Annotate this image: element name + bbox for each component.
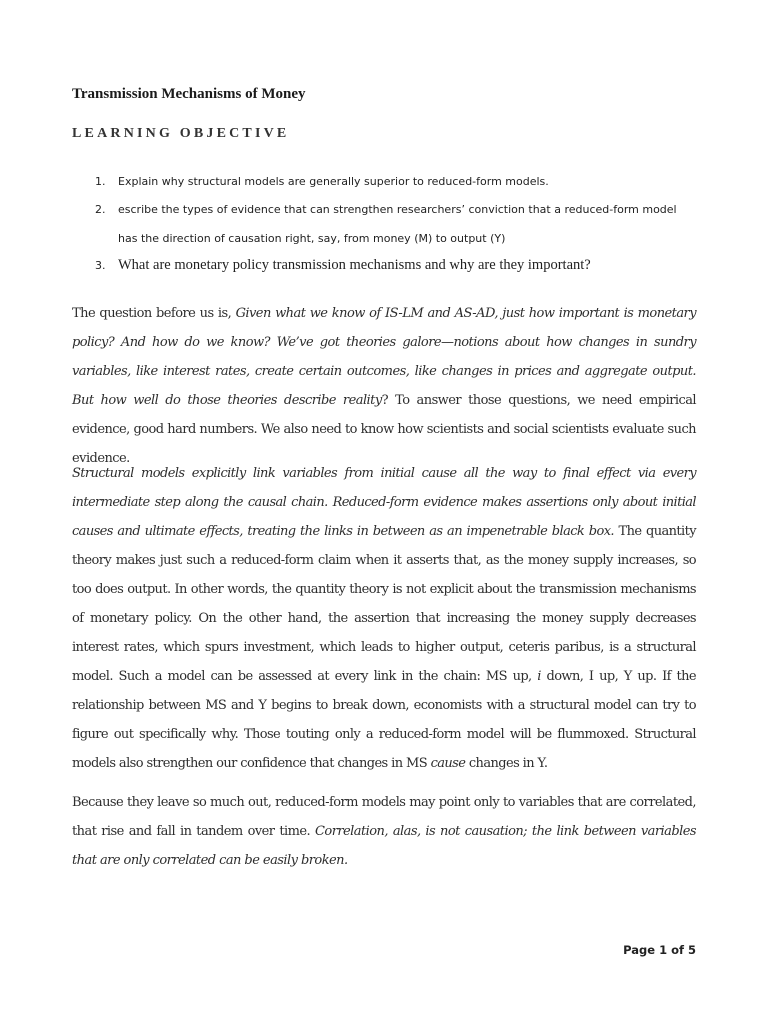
objective-item-3 [95,257,591,274]
objective-number: 1. [95,175,106,188]
objective-continuation: has the direction of causation right, say, from money (M) to output (Y) [118,232,506,245]
paragraph-italic-text: cause [430,756,466,771]
paragraph-3 [72,788,696,875]
paragraph-text: changes in Y. [465,756,548,771]
paragraph-text: Because they leave so much out, reduced-form models may point only to variables that are correlated, that rise and fall in tandem over time. [72,795,696,839]
objective-item-2 [95,203,677,216]
paragraph-italic-text: Correlation, alas, is not causation; the link between variables that are only correlated can be easily broken. [72,824,696,868]
objective-item-1 [95,175,549,188]
objective-text: What are monetary policy transmission mechanisms and why are they important? [118,257,591,273]
paragraph-italic-text: i [537,669,541,684]
section-heading: LEARNING OBJECTIVE [72,126,290,141]
paragraph-text: down, I up, Y up. If the relationship between MS and Y begins to break down, economists with a structural model can try to figure out specifically why. Those touting only a reduced-form model will be flummoxed. Structural models also strengthen our confidence that changes in MS [72,669,696,771]
objective-number: 2. [95,203,106,216]
paragraph-italic-text: Given what we know of IS-LM and AS-AD, just how important is monetary policy? And how do we know? We’ve got theories galore—notions about how changes in sundry variables, like interest rates, create certain outcomes, like changes in prices and aggregate output. But how well do those theories describe reality [72,306,696,408]
objective-text: Explain why structural models are generally superior to reduced-form models. [118,175,549,188]
paragraph-text: ? To answer those questions, we need empirical evidence, good hard numbers. We also need to know how scientists and social scientists evaluate such evidence. [72,393,696,466]
paragraph-text: The question before us is, [72,306,236,321]
page-number: Page 1 of 5 [623,943,696,957]
objective-number: 3. [95,259,106,272]
paragraph-italic-text: Structural models explicitly link variables from initial cause all the way to final effect via every intermediate step along the causal chain. Reduced-form evidence makes assertions only about initial causes and ultimate effects, treating the links in between as an impenetrable black box. [72,466,696,539]
objective-text: escribe the types of evidence that can strengthen researchers’ conviction that a reduced-form model [118,203,677,216]
paragraph-2 [72,459,696,778]
paragraph-1 [72,299,696,473]
document-title: Transmission Mechanisms of Money [72,86,306,102]
paragraph-text: The quantity theory makes just such a reduced-form claim when it asserts that, as the money supply increases, so too does output. In other words, the quantity theory is not explicit about the transmission mechanisms of monetary policy. On the other hand, the assertion that increasing the money supply decreases interest rates, which spurs investment, which leads to higher output, ceteris paribus, is a structural model. Such a model can be assessed at every link in the chain: MS up, [72,524,696,684]
